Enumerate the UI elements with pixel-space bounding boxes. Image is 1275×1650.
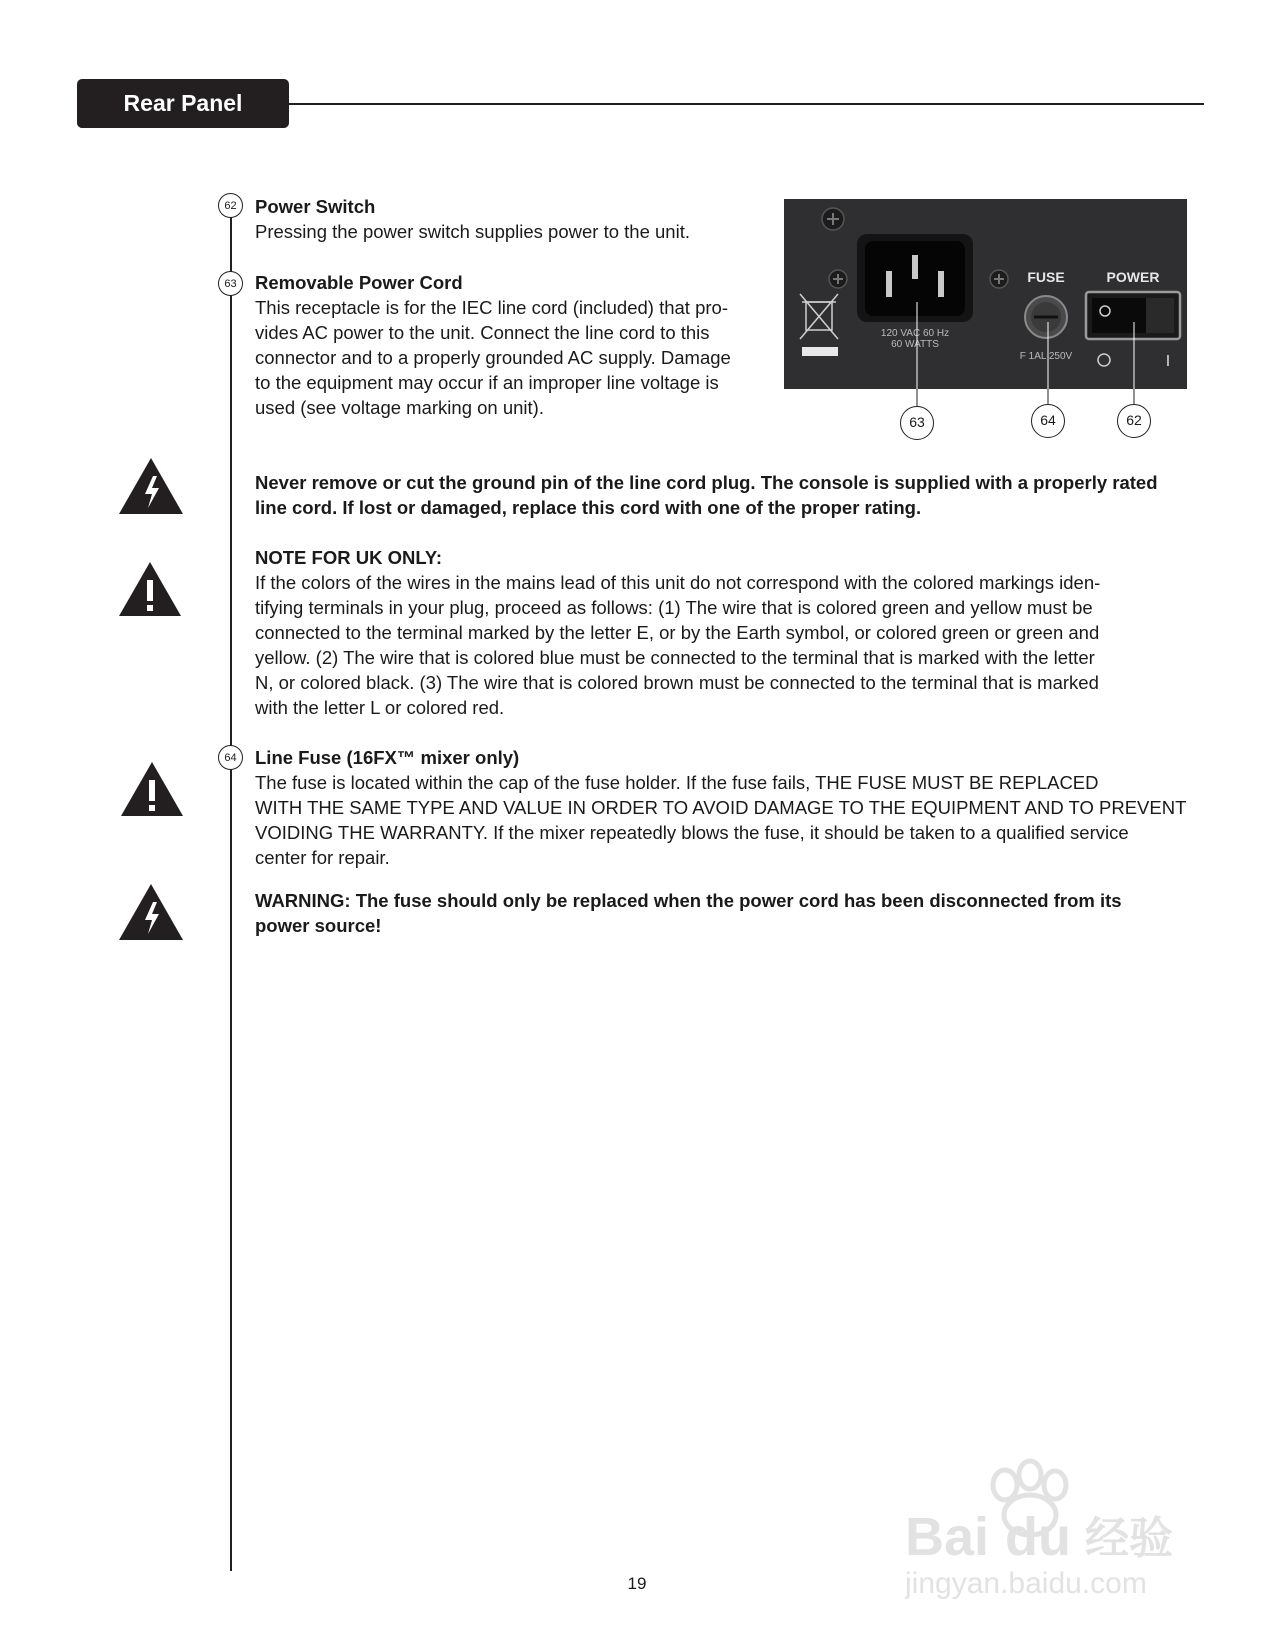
rear-panel-image (784, 199, 1187, 389)
uk-note-line: connected to the terminal marked by the letter E, or by the Earth symbol, or colored green or green and (255, 622, 1100, 643)
switch-on-symbol: I (1165, 353, 1171, 370)
power-cord-section (255, 270, 731, 420)
electric-hazard-icon (117, 456, 185, 516)
fuse-warning-line: power source! (255, 915, 382, 936)
line-fuse-line: center for repair. (255, 847, 390, 868)
item-number-badge: 63 (218, 271, 243, 296)
ground-pin-warning-line: Never remove or cut the ground pin of the line cord plug. The console is supplied with a properly rated (255, 472, 1158, 493)
uk-note-line: yellow. (2) The wire that is colored blue must be connected to the terminal that is marked with the letter (255, 647, 1095, 668)
baidu-watermark (905, 1455, 1205, 1605)
uk-note-line: with the letter L or colored red. (255, 697, 505, 718)
power-cord-line: to the equipment may occur if an improper line voltage is (255, 372, 719, 393)
fuse-warning (255, 888, 1122, 938)
line-fuse-line: VOIDING THE WARRANTY. If the mixer repeatedly blows the fuse, it should be taken to a qualified service (255, 822, 1129, 843)
power-cord-title: Removable Power Cord (255, 272, 463, 293)
caution-icon (117, 560, 183, 618)
power-switch-text: Pressing the power switch supplies power to the unit. (255, 221, 690, 242)
watermark-brand2: du (1005, 1507, 1071, 1567)
callout-badge: 63 (900, 406, 934, 440)
power-cord-line: vides AC power to the unit. Connect the line cord to this (255, 322, 710, 343)
fuse-warning-line: WARNING: The fuse should only be replaced when the power cord has been disconnected from its (255, 890, 1122, 911)
rear-panel-illustration (784, 199, 1187, 389)
fuse-label: FUSE (1027, 269, 1065, 285)
power-label: POWER (1106, 269, 1160, 285)
page-number: 19 (627, 1574, 647, 1593)
uk-note-line: tifying terminals in your plug, proceed as follows: (1) The wire that is colored green and yellow must be (255, 597, 1093, 618)
power-cord-line: used (see voltage marking on unit). (255, 397, 544, 418)
section-title: Rear Panel (77, 79, 289, 128)
callout-badge: 64 (1031, 404, 1065, 438)
uk-note-line: If the colors of the wires in the mains lead of this unit do not correspond with the colored markings iden- (255, 572, 1101, 593)
line-fuse-title: Line Fuse (16FX™ mixer only) (255, 747, 520, 768)
watermark-cjk: 经验 (1085, 1513, 1173, 1564)
electric-hazard-icon (117, 882, 185, 942)
ac-rating-text: 120 VAC 60 Hz (880, 328, 950, 339)
item-number-badge: 64 (218, 745, 243, 770)
item-number-badge: 62 (218, 193, 243, 218)
uk-note-section (255, 545, 1100, 720)
ground-pin-warning-line: line cord. If lost or damaged, replace this cord with one of the proper rating. (255, 497, 922, 518)
watermark-url: jingyan.baidu.com (905, 1567, 1147, 1600)
uk-note-line: N, or colored black. (3) The wire that is colored brown must be connected to the terminal that is marked (255, 672, 1099, 693)
caution-icon (119, 760, 185, 818)
power-switch-section (255, 194, 690, 244)
power-cord-line: connector and to a properly grounded AC supply. Damage (255, 347, 731, 368)
timeline-line (230, 206, 232, 1571)
power-switch-title: Power Switch (255, 196, 376, 217)
header-rule (289, 103, 1204, 105)
ground-pin-warning (255, 470, 1158, 520)
line-fuse-section (255, 745, 1186, 870)
line-fuse-line: WITH THE SAME TYPE AND VALUE IN ORDER TO AVOID DAMAGE TO THE EQUIPMENT AND TO PREVENT (255, 797, 1187, 818)
callout-badge: 62 (1117, 404, 1151, 438)
ac-watts-text: 60 WATTS (891, 339, 939, 350)
weee-bin-icon (800, 294, 838, 339)
watermark-brand: Bai (905, 1507, 990, 1567)
uk-note-title: NOTE FOR UK ONLY: (255, 547, 443, 568)
power-cord-line: This receptacle is for the IEC line cord (included) that pro- (255, 297, 728, 318)
fuse-rating-text: F 1AL 250V (1019, 351, 1073, 362)
paw-logo-icon (905, 1455, 1205, 1605)
line-fuse-line: The fuse is located within the cap of the fuse holder. If the fuse fails, THE FUSE MUST BE REPLACED (255, 772, 1099, 793)
